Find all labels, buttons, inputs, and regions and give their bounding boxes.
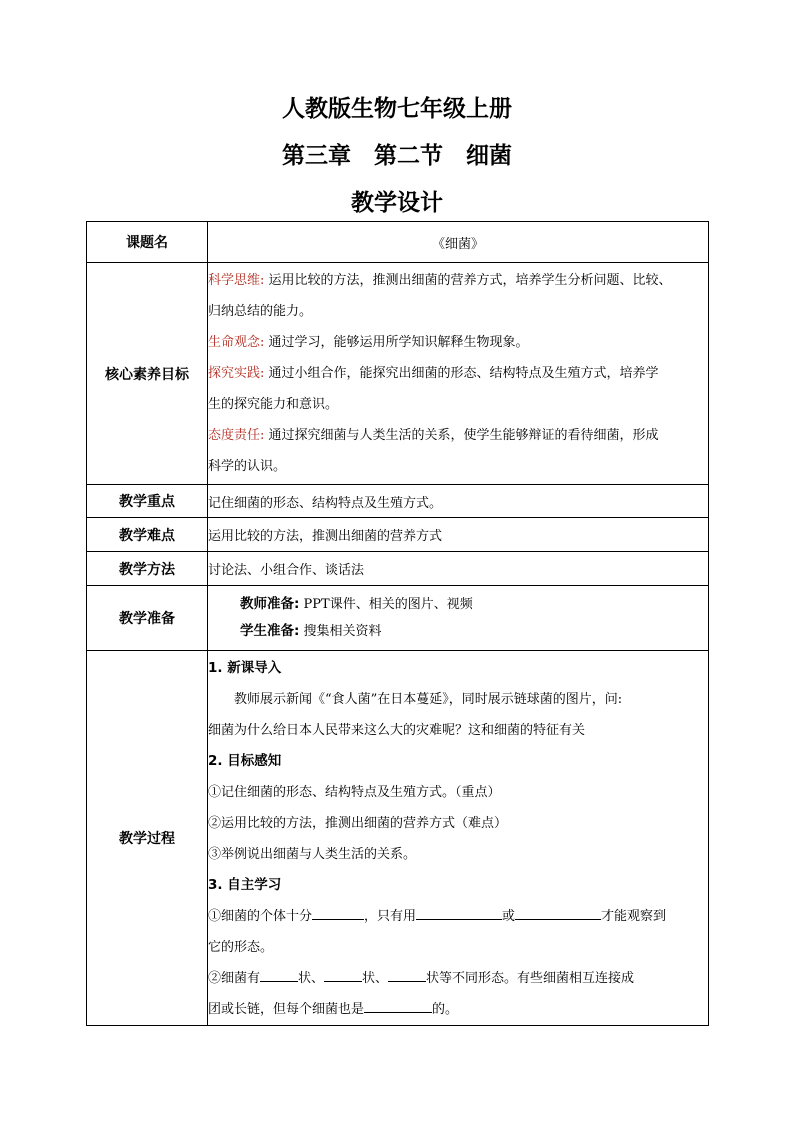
teacher-prep-label: 教师准备: (240, 596, 300, 612)
section-heading: 2. 目标感知 (208, 753, 282, 769)
lesson-plan-table (86, 221, 709, 1026)
objective-item: ①记住细菌的形态、结构特点及生殖方式。（重点） (208, 785, 501, 800)
answer-blank (324, 968, 362, 982)
teacher-prep (208, 591, 708, 618)
answer-blank (260, 968, 298, 982)
goal-text: 通过探究细菌与人类生活的关系，使学生能够辩证的看待细菌，形成 (264, 428, 659, 443)
goal-cont: 生的探究能力和意识。 (208, 397, 339, 412)
question-text: 或 (502, 909, 516, 924)
goal-item (208, 420, 708, 451)
question-text: 状、 (362, 971, 389, 986)
question-line (208, 994, 708, 1025)
label-key-point: 教学重点 (87, 485, 208, 518)
goal-cont: 科学的认识。 (208, 459, 287, 474)
student-prep-label: 学生准备: (240, 623, 300, 639)
student-prep (208, 618, 708, 645)
goal-tag: 科学思维: (208, 273, 265, 288)
question-text: ①细菌的个体十分 (208, 909, 313, 924)
goal-tag: 态度责任: (208, 428, 265, 443)
question-text: 状、 (298, 971, 325, 986)
goal-tag: 探究实践: (208, 366, 265, 381)
intro-paragraph-cont: 细菌为什么给日本人民带来这么大的灾难呢？这和细菌的特征有关 (208, 723, 586, 738)
question-text: ，只有用 (364, 909, 417, 924)
question-line (208, 963, 708, 994)
row-preparation (87, 586, 709, 651)
goal-item (208, 265, 708, 296)
answer-blank (388, 968, 426, 982)
label-topic: 课题名 (87, 222, 208, 263)
goal-item (208, 327, 708, 358)
question-text: 才能观察到 (601, 909, 667, 924)
goal-item (208, 358, 708, 389)
label-goals: 核心素养目标 (87, 263, 208, 485)
objective-item: ③举例说出细菌与人类生活的关系。 (208, 847, 417, 862)
row-topic (87, 222, 709, 263)
value-topic: 《细菌》 (208, 222, 709, 263)
value-process (208, 651, 709, 1026)
section-heading: 3. 自主学习 (208, 877, 282, 893)
goal-text: 通过学习，能够运用所学知识解释生物现象。 (264, 335, 529, 350)
question-text: 状等不同形态。有些细菌相互连接成 (426, 971, 635, 986)
goal-cont: 归纳总结的能力。 (208, 304, 313, 319)
question-text: 团或长链，但每个细菌也是 (208, 1002, 365, 1017)
answer-blank (364, 999, 432, 1013)
value-goals (208, 263, 709, 485)
row-process (87, 651, 709, 1026)
label-difficulty: 教学难点 (87, 518, 208, 552)
question-line-cont: 它的形态。 (208, 940, 274, 955)
row-difficulty (87, 518, 709, 552)
question-text: ②细菌有 (208, 971, 261, 986)
question-text: 的。 (432, 1002, 459, 1017)
design-title: 教学设计 (351, 190, 443, 216)
chapter-title: 第三章 第二节 细菌 (282, 143, 512, 169)
student-prep-value: 搜集相关资料 (299, 624, 382, 639)
question-line (208, 901, 708, 932)
teacher-prep-value: PPT课件、相关的图片、视频 (299, 597, 473, 612)
answer-blank (416, 906, 502, 920)
row-goals (87, 263, 709, 485)
answer-blank (312, 906, 364, 920)
label-method: 教学方法 (87, 552, 208, 586)
row-key-point (87, 485, 709, 518)
goal-text: 通过小组合作，能探究出细菌的形态、结构特点及生殖方式，培养学 (264, 366, 659, 381)
value-method: 讨论法、小组合作、谈话法 (208, 552, 709, 586)
document-title: 人教版生物七年级上册 (282, 96, 512, 122)
goal-tag: 生命观念: (208, 335, 265, 350)
goal-text: 运用比较的方法，推测出细菌的营养方式，培养学生分析问题、比较、 (264, 273, 672, 288)
objective-item: ②运用比较的方法，推测出细菌的营养方式（难点） (208, 816, 508, 831)
value-preparation (208, 586, 709, 651)
title-block (0, 98, 794, 239)
value-key-point: 记住细菌的形态、结构特点及生殖方式。 (208, 485, 709, 518)
row-method (87, 552, 709, 586)
label-process: 教学过程 (87, 651, 208, 1026)
answer-blank (515, 906, 601, 920)
label-preparation: 教学准备 (87, 586, 208, 651)
section-heading: 1. 新课导入 (208, 660, 282, 676)
intro-paragraph: 教师展示新闻《“食人菌”在日本蔓延》，同时展示链球菌的图片，问: (234, 692, 623, 707)
value-difficulty: 运用比较的方法，推测出细菌的营养方式 (208, 518, 709, 552)
